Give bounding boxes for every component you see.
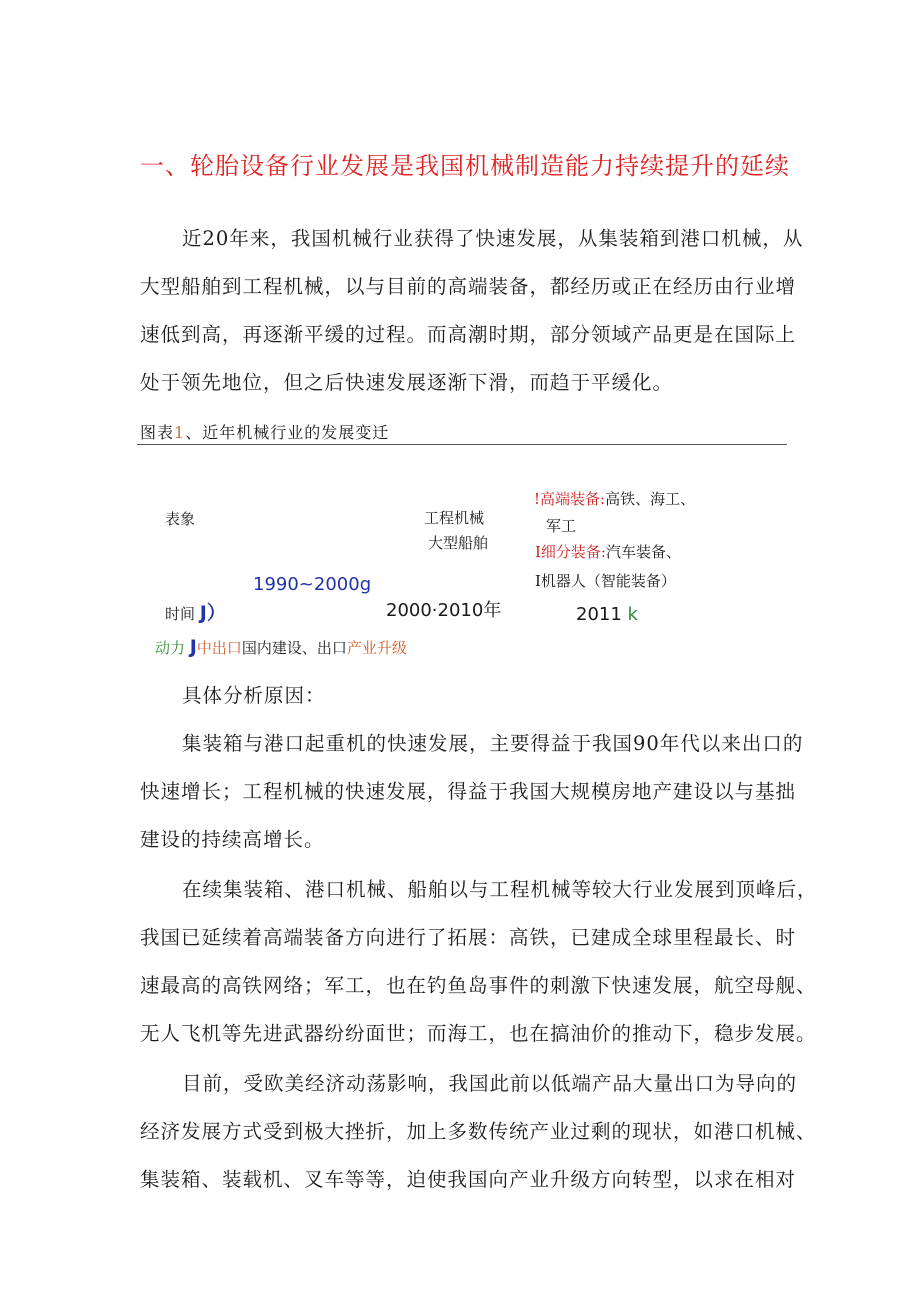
caption-prefix: 图表 xyxy=(140,423,175,442)
figure-caption xyxy=(140,420,389,443)
text-line: 快速增长；工程机械的快速发展，得益于我国大规模房地产建设以与基拙 xyxy=(140,780,797,803)
fig-period-2000-2010: 2000·2010年 xyxy=(386,600,502,621)
text-line: 速最高的高铁网络；军工，也在钓鱼岛事件的刺激下快速发展，航空母舰、 xyxy=(140,974,817,997)
text-line: 近20年来，我国机械行业获得了快速发展，从集装箱到港口机械，从 xyxy=(182,227,804,250)
fig-period-1990-2000: 1990~2000g xyxy=(253,574,372,595)
fig-label-chuanbo: 大型船舶 xyxy=(428,534,489,552)
text-line: 无人飞机等先进武器纷纷面世；而海工，也在搞油价的推动下，稳步发展。 xyxy=(140,1022,817,1045)
paragraph-high-end xyxy=(140,866,818,1058)
fig-period-2011-num: 2011 xyxy=(576,604,622,625)
fig-row-shijian xyxy=(165,598,226,625)
text-line: 建设的持续高增长。 xyxy=(140,828,325,851)
text-line: 速低到高，再逐渐平缓的过程。而高潮时期，部分领域产品更是在国际上 xyxy=(140,323,797,346)
fig-dongli-mark: J xyxy=(189,636,197,658)
text-line: 集装箱、装载机、叉车等等，迫使我国向产业升级方向转型，以求在相对 xyxy=(140,1168,797,1191)
fig-driver-3: 产业升级 xyxy=(346,639,407,657)
fig-driver-1: 中出口 xyxy=(196,639,242,657)
fig-row-dongli xyxy=(155,636,407,658)
fig-gaoduan-label: !高端装备: xyxy=(534,490,606,508)
text-line: 经济发展方式受到极大挫折，加上多数传统产业过剩的现状，如港口机械、 xyxy=(140,1120,817,1143)
fig-driver-2: 国内建设、出口 xyxy=(241,639,347,657)
fig-xifen xyxy=(535,541,681,562)
text-line: 具体分析原因： xyxy=(182,684,326,707)
fig-xifen-label: I细分装备: xyxy=(535,543,606,561)
fig-dongli-label: 动力 xyxy=(155,639,186,657)
text-line: 集装箱与港口起重机的快速发展，主要得益于我国90年代以来出口的 xyxy=(182,732,804,755)
fig-period-2011 xyxy=(576,604,638,625)
caption-number: 1 xyxy=(174,423,186,442)
fig-jiqiren: I机器人（智能装备） xyxy=(535,572,676,590)
text-line: 我国已延续着高端装备方向进行了拓展：高铁，已建成全球里程最长、时 xyxy=(140,926,797,949)
section-heading: 一、轮胎设备行业发展是我国机械制造能力持续提升的延续 xyxy=(140,152,790,180)
fig-shijian-mark: J） xyxy=(199,602,226,624)
fig-period-2011-mark: k xyxy=(627,604,638,625)
fig-shijian-label: 时间 xyxy=(165,605,196,623)
paragraph-intro xyxy=(140,215,804,407)
fig-xifen-items: 汽车装备、 xyxy=(605,543,681,561)
text-line: 大型船舶到工程机械，以与目前的高端装备，都经历或正在经历由行业增 xyxy=(140,275,797,298)
paragraph-reasons xyxy=(140,720,804,864)
fig-label-biaoxiang: 表象 xyxy=(165,510,196,528)
fig-gaoduan-items: 高铁、海工、 xyxy=(605,490,696,508)
text-line: 处于领先地位，但之后快速发展逐渐下滑，而趋于平缓化。 xyxy=(140,371,674,394)
caption-divider xyxy=(137,444,787,445)
paragraph-current xyxy=(140,1060,817,1204)
caption-title: 、近年机械行业的发展变迁 xyxy=(185,423,390,442)
text-line: 目前，受欧美经济动荡影响，我国此前以低端产品大量出口为导向的 xyxy=(182,1072,798,1095)
fig-jungong: 军工 xyxy=(546,517,577,535)
subheading xyxy=(140,672,790,720)
fig-gaoduan xyxy=(534,488,695,509)
text-line: 在续集装箱、港口机械、船舶以与工程机械等较大行业发展到顶峰后， xyxy=(182,878,818,901)
fig-label-gongcheng: 工程机械 xyxy=(424,509,485,527)
